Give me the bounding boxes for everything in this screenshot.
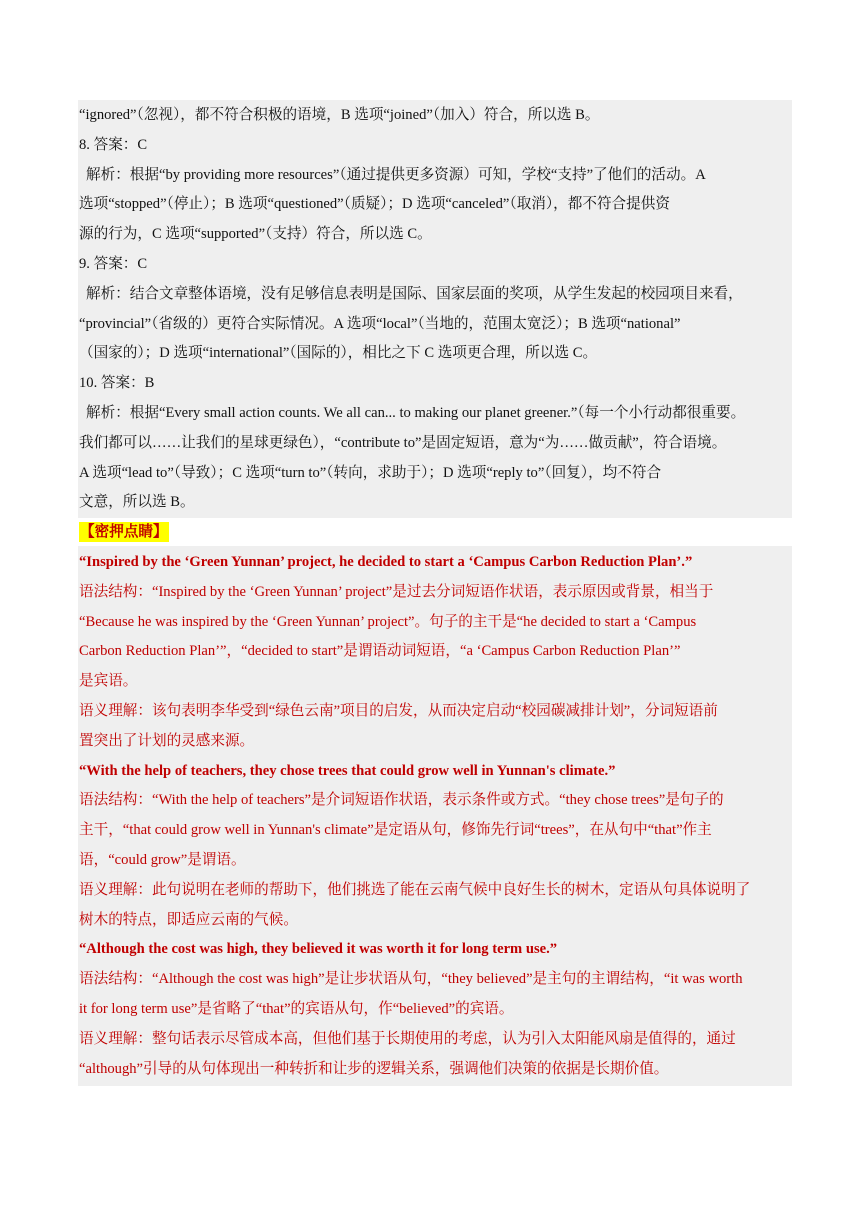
document-content [79,101,801,1084]
q10-answer: 10. 答案：B [79,375,155,392]
meaning-line: 语义理解：该句表明李华受到“绿色云南”项目的启发，从而决定启动“校园碳减排计划”，分词短语前 [79,702,718,719]
q10-analysis-line: 文意，所以选 B。 [79,494,195,511]
grammar-line: “Because he was inspired by the ‘Green Yunnan’ project”。句子的主干是“he decided to start a ‘Campus [79,613,697,630]
q8-answer: 8. 答案：C [79,136,148,153]
key-sentence-2: “With the help of teachers, they chose trees that could grow well in Yunnan's climate.” [79,762,616,779]
key-sentence-3: “Although the cost was high, they believed it was worth it for long term use.” [79,941,558,958]
grammar-line: 语法结构：“With the help of teachers”是介词短语作状语，表示条件或方式。“they chose trees”是句子的 [79,792,724,809]
key-section-tag: 【密押点睛】 [80,524,168,541]
grammar-line: 主干，“that could grow well in Yunnan's climate”是定语从句，修饰先行词“trees”，在从句中“that”作主 [79,822,712,839]
q9-analysis-line: 解析：结合文章整体语境，没有足够信息表明是国际、国家层面的奖项，从学生发起的校园项目来看， [86,285,743,302]
key-sentence-1: “Inspired by the ‘Green Yunnan’ project, he decided to start a ‘Campus Carbon Reduction Plan’.” [79,553,693,570]
q9-analysis-line: “provincial”（省级的）更符合实际情况。A 选项“local”（当地的，范围太宽泛）；B 选项“national” [79,315,681,332]
q10-analysis-line: 解析：根据“Every small action counts. We all can... to making our planet greener.”（每一个小行动都很重要。 [86,404,746,421]
meaning-line: 语义理解：此句说明在老师的帮助下，他们挑选了能在云南气候中良好生长的树木，定语从句具体说明了 [79,881,751,898]
meaning-line: 置突出了计划的灵感来源。 [79,732,255,749]
q9-analysis-line: （国家的）；D 选项“international”（国际的），相比之下 C 选项更合理，所以选 C。 [79,345,598,362]
grammar-line: 语法结构：“Inspired by the ‘Green Yunnan’ project”是过去分词短语作状语，表示原因或背景，相当于 [79,583,714,600]
meaning-line: 树木的特点，即适应云南的气候。 [79,911,298,928]
q10-analysis-line: A 选项“lead to”（导致）；C 选项“turn to”（转向，求助于）；D 选项“reply to”（回复），均不符合 [79,464,662,481]
explanation-line: “ignored”（忽视），都不符合积极的语境，B 选项“joined”（加入）符合，所以选 B。 [79,107,600,123]
grammar-line: Carbon Reduction Plan’”，“decided to start”是谓语动词短语，“a ‘Campus Carbon Reduction Plan’” [79,643,681,660]
q8-analysis-line: 源的行为，C 选项“supported”（支持）符合，所以选 C。 [79,226,432,243]
meaning-line: “although”引导的从句体现出一种转折和让步的逻辑关系，强调他们决策的依据是长期价值。 [79,1060,669,1077]
grammar-line: 语法结构：“Although the cost was high”是让步状语从句，“they believed”是主句的主谓结构，“it was worth [79,971,743,988]
q9-answer: 9. 答案：C [79,255,148,272]
q8-analysis-line: 解析：根据“by providing more resources”（通过提供更多资源）可知，学校“支持”了他们的活动。A [86,166,706,183]
meaning-line: 语义理解：整句话表示尽管成本高，但他们基于长期使用的考虑，认为引入太阳能风扇是值得的，通过 [79,1030,736,1047]
key-section-tag-line [79,518,801,548]
q10-analysis-line: 我们都可以……让我们的星球更绿色），“contribute to”是固定短语，意为“为……做贡献”，符合语境。 [79,434,727,451]
q8-analysis-line: 选项“stopped”（停止）；B 选项“questioned”（质疑）；D 选项“canceled”（取消），都不符合提供资 [79,196,670,213]
grammar-line: 是宾语。 [79,673,138,690]
grammar-line: 语，“could grow”是谓语。 [79,851,246,868]
grammar-line: it for long term use”是省略了“that”的宾语从句，作“believed”的宾语。 [79,1000,514,1017]
